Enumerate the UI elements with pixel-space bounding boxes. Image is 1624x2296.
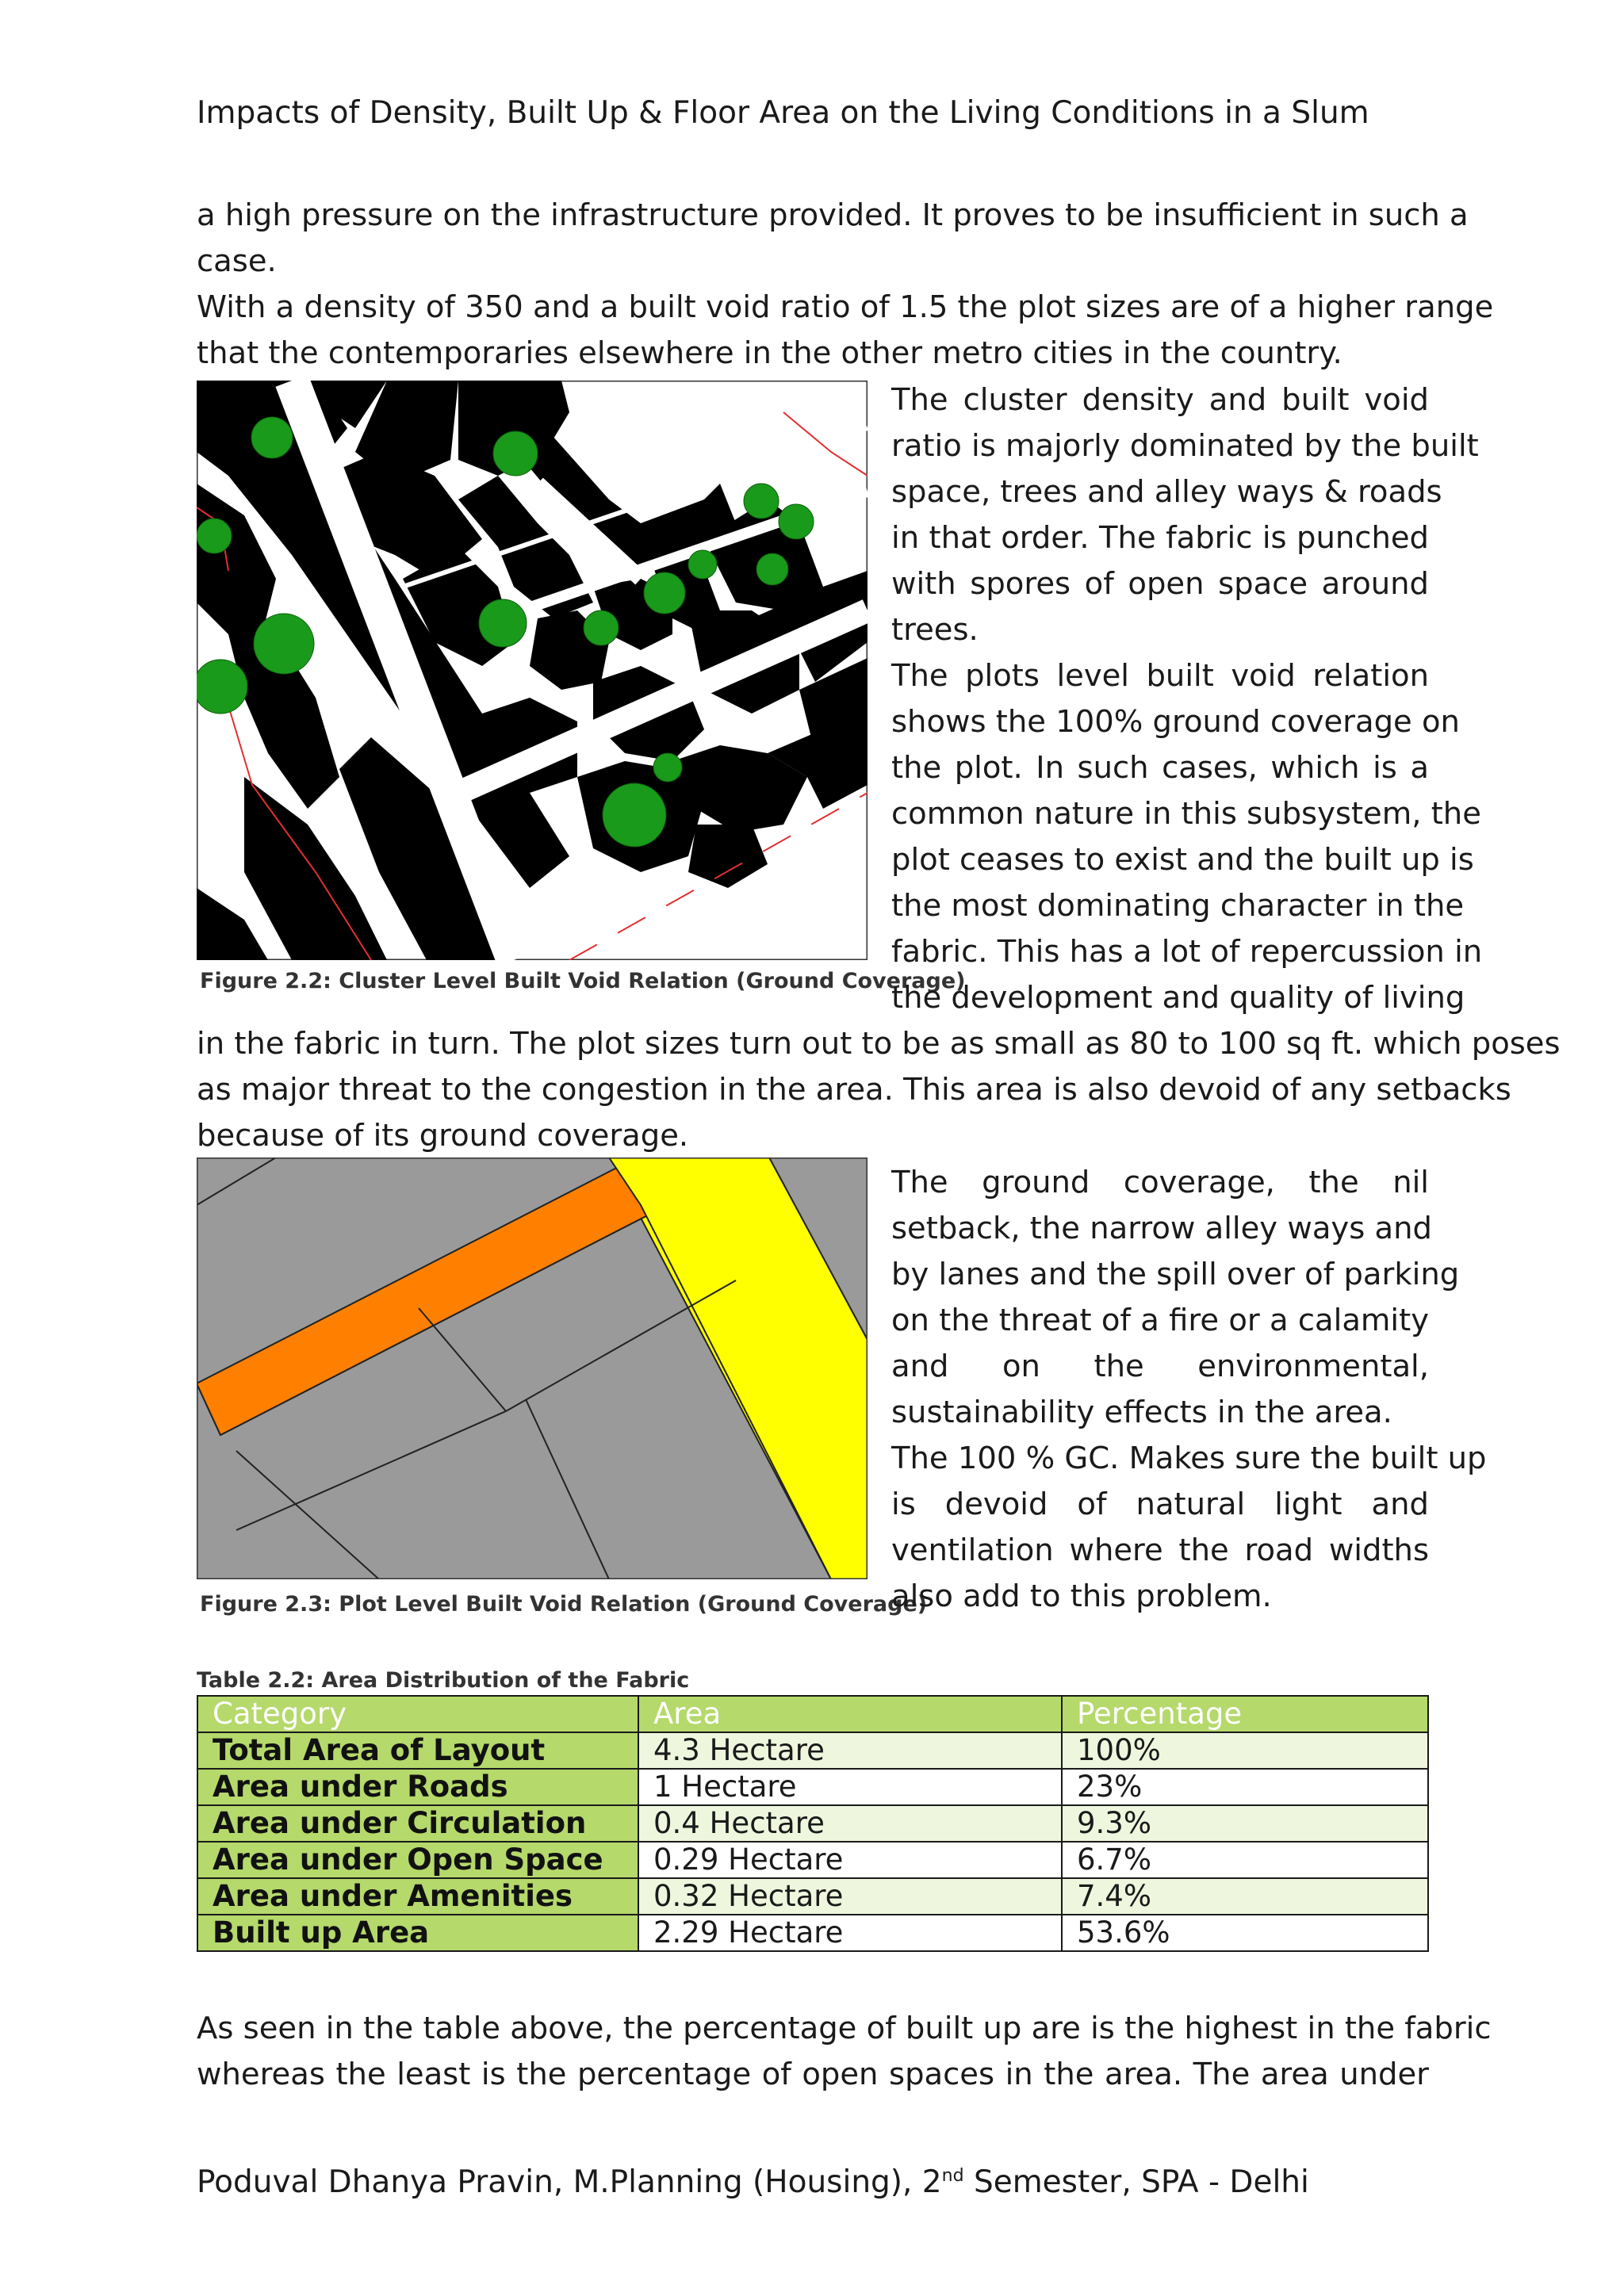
text-line: common nature in this subsystem, the (891, 796, 1481, 832)
text-line: ventilation where the road widths (891, 1533, 1429, 1568)
header-category: Category (197, 1696, 638, 1732)
row-area: 0.32 Hectare (638, 1878, 1062, 1915)
row-area: 2.29 Hectare (638, 1915, 1062, 1951)
table-row (197, 1878, 1428, 1915)
page-header: Impacts of Density, Built Up & Floor Area on the Living Conditions in a Slum (197, 95, 1369, 131)
text-line: The 100 % GC. Makes sure the built up (891, 1441, 1487, 1476)
row-area: 4.3 Hectare (638, 1732, 1062, 1769)
table-row (197, 1769, 1428, 1805)
side-paragraph-2 (891, 1160, 1487, 1620)
text-line: setback, the narrow alley ways and (891, 1211, 1432, 1246)
text-line: whereas the least is the percentage of open spaces in the area. The area under (197, 2057, 1429, 2092)
footer-text: Poduval Dhanya Pravin, M.Planning (Housing), 2 (197, 2164, 942, 2200)
row-area: 0.29 Hectare (638, 1842, 1062, 1878)
intro-paragraph (197, 193, 1494, 377)
row-category: Area under Open Space (197, 1842, 638, 1878)
page-footer (197, 2164, 1309, 2200)
row-area: 1 Hectare (638, 1769, 1062, 1805)
table-row (197, 1732, 1428, 1769)
text-line: the development and quality of living (891, 980, 1465, 1016)
side-paragraph-1 (891, 377, 1483, 1021)
text-line: ratio is majorly dominated by the built (891, 428, 1479, 464)
text-line: in the fabric in turn. The plot sizes turn out to be as small as 80 to 100 sq ft. which poses (197, 1026, 1561, 1062)
text-line: trees. (891, 612, 979, 648)
text-line: With a density of 350 and a built void ratio of 1.5 the plot sizes are of a higher range (197, 289, 1494, 325)
text-line: the plot. In such cases, which is a (891, 750, 1429, 786)
cluster-map-figure (197, 381, 868, 960)
full-paragraph-1 (197, 1021, 1561, 1159)
table-row (197, 1842, 1428, 1878)
text-line: also add to this problem. (891, 1578, 1272, 1614)
row-percentage: 100% (1062, 1732, 1428, 1769)
text-line: in that order. The fabric is punched (891, 520, 1429, 556)
text-line: space, trees and alley ways & roads (891, 474, 1442, 510)
text-line: The cluster density and built void (891, 382, 1429, 418)
row-category: Built up Area (197, 1915, 638, 1951)
footer-superscript: nd (941, 2166, 964, 2186)
text-line: that the contemporaries elsewhere in the other metro cities in the country. (197, 335, 1342, 371)
footer-text-end: Semester, SPA - Delhi (963, 2164, 1309, 2200)
row-percentage: 9.3% (1062, 1805, 1428, 1842)
text-line: As seen in the table above, the percentage of built up are is the highest in the fabric (197, 2011, 1492, 2046)
header-percentage: Percentage (1062, 1696, 1428, 1732)
area-distribution-table (197, 1695, 1429, 1952)
text-line: is devoid of natural light and (891, 1487, 1429, 1522)
text-line: The plots level built void relation (891, 658, 1429, 694)
table-caption: Table 2.2: Area Distribution of the Fabric (197, 1668, 690, 1693)
row-percentage: 23% (1062, 1769, 1428, 1805)
row-area: 0.4 Hectare (638, 1805, 1062, 1842)
table-row (197, 1915, 1428, 1951)
text-line: plot ceases to exist and the built up is (891, 842, 1474, 878)
row-percentage: 6.7% (1062, 1842, 1428, 1878)
text-line: The ground coverage, the nil (891, 1165, 1429, 1200)
row-category: Area under Circulation (197, 1805, 638, 1842)
text-line: on the threat of a fire or a calamity (891, 1303, 1429, 1338)
row-category: Area under Amenities (197, 1878, 638, 1915)
closing-paragraph (197, 2006, 1492, 2098)
text-line: a high pressure on the infrastructure provided. It proves to be insufficient in such a (197, 197, 1469, 233)
row-category: Area under Roads (197, 1769, 638, 1805)
text-line: by lanes and the spill over of parking (891, 1257, 1460, 1292)
text-line: and on the environmental, (891, 1349, 1429, 1384)
text-line: because of its ground coverage. (197, 1118, 689, 1154)
plot-map-figure (197, 1158, 868, 1579)
table-row (197, 1805, 1428, 1842)
text-line: as major threat to the congestion in the area. This area is also devoid of any setbacks (197, 1072, 1511, 1108)
text-line: shows the 100% ground coverage on (891, 704, 1460, 740)
text-line: case. (197, 243, 277, 279)
text-line: sustainability effects in the area. (891, 1395, 1392, 1430)
row-percentage: 53.6% (1062, 1915, 1428, 1951)
row-category: Total Area of Layout (197, 1732, 638, 1769)
text-line: the most dominating character in the (891, 888, 1465, 924)
figure-2-2-caption: Figure 2.2: Cluster Level Built Void Relation (Ground Coverage) (200, 969, 966, 993)
row-percentage: 7.4% (1062, 1878, 1428, 1915)
text-line: with spores of open space around (891, 566, 1429, 602)
header-area: Area (638, 1696, 1062, 1732)
text-line: fabric. This has a lot of repercussion in (891, 934, 1483, 970)
table-header-row (197, 1696, 1428, 1732)
figure-2-3-caption: Figure 2.3: Plot Level Built Void Relation (Ground Coverage) (200, 1592, 928, 1617)
